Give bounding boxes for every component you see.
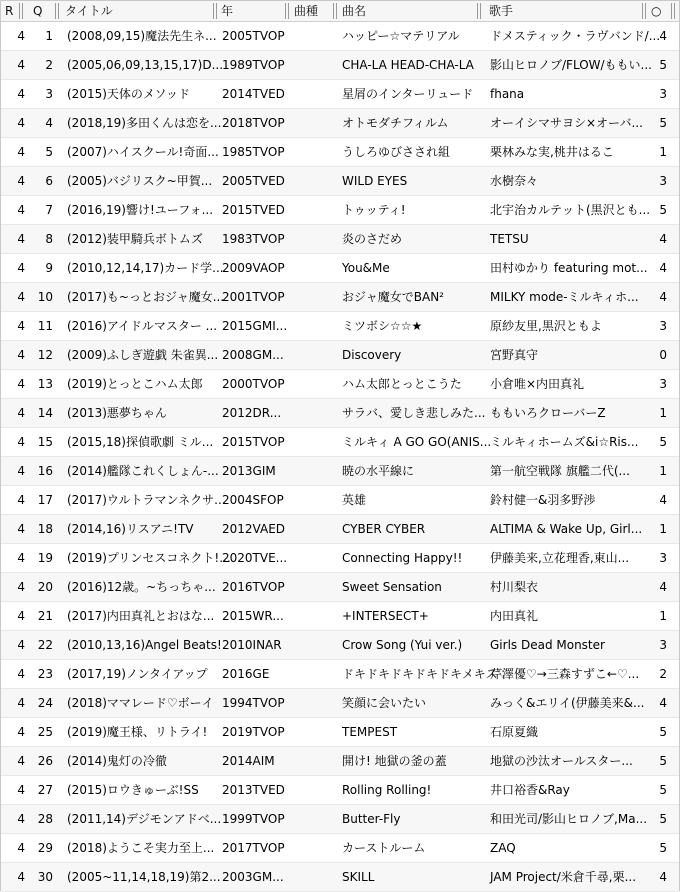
score-cell: 1 [659, 522, 667, 536]
rank-cell: 4 [17, 58, 25, 72]
song-name-cell: CYBER CYBER [342, 522, 426, 536]
score-cell: 5 [659, 435, 667, 449]
song-kind-cell [293, 457, 333, 485]
rank-cell: 4 [17, 406, 25, 420]
song-kind-cell [293, 544, 333, 572]
year-type-cell: 1999TVOP [222, 812, 285, 826]
song-name-cell: +INTERSECT+ [342, 609, 429, 623]
col-header-title[interactable]: タイトル [65, 4, 113, 18]
rank-cell: 4 [17, 783, 25, 797]
song-name-cell: ハッピー☆マテリアル [342, 29, 460, 43]
song-name-cell: Sweet Sensation [342, 580, 442, 594]
col-header-artist[interactable]: 歌手 [489, 4, 514, 18]
title-cell: (2017)内田真礼とおはな... [67, 609, 215, 623]
title-cell: (2005)バジリスク~甲賀... [67, 174, 213, 188]
number-cell: 29 [37, 841, 53, 855]
artist-cell: ドメスティック・ラヴバンド/... [490, 29, 661, 43]
year-type-cell: 1989TVOP [222, 58, 285, 72]
table-row[interactable] [1, 399, 679, 428]
col-header-kind[interactable]: 曲種 [294, 4, 319, 18]
artist-cell: ALTIMA & Wake Up, Girl... [490, 522, 643, 536]
song-name-cell: ミツボシ☆☆★ [342, 319, 423, 333]
table-header [1, 1, 679, 22]
column-resize-handle[interactable] [642, 3, 646, 19]
score-cell: 3 [659, 87, 667, 101]
table-row[interactable] [1, 747, 679, 776]
artist-cell: TETSU [490, 232, 529, 246]
song-name-cell: サラバ、愛しき悲しみた... [342, 406, 486, 420]
score-cell: 5 [659, 58, 667, 72]
score-cell: 4 [659, 261, 667, 275]
year-type-cell: 2004SFOP [222, 493, 284, 507]
artist-cell: 内田真礼 [490, 609, 539, 623]
table-row[interactable] [1, 109, 679, 138]
song-kind-cell [293, 51, 333, 79]
title-cell: (2016)アイドルマスター ... [67, 319, 218, 333]
artist-cell: 北宇治カルテット(黒沢とも... [490, 203, 651, 217]
rank-cell: 4 [17, 551, 25, 565]
table-row[interactable] [1, 486, 679, 515]
year-type-cell: 2012VAED [222, 522, 286, 536]
number-cell: 8 [45, 232, 53, 246]
table-row[interactable] [1, 196, 679, 225]
song-name-cell: 暁の水平線に [342, 464, 415, 478]
title-cell: (2015,18)探偵歌劇 ミル... [67, 435, 214, 449]
table-row[interactable] [1, 254, 679, 283]
number-cell: 21 [37, 609, 53, 623]
table-row[interactable] [1, 138, 679, 167]
song-kind-cell [293, 22, 333, 50]
artist-cell: 村川梨衣 [490, 580, 539, 594]
number-cell: 28 [37, 812, 53, 826]
score-cell: 5 [659, 783, 667, 797]
rank-cell: 4 [17, 493, 25, 507]
score-cell: 4 [659, 493, 667, 507]
year-type-cell: 2019TVOP [222, 725, 285, 739]
song-name-cell: Connecting Happy!! [342, 551, 463, 565]
song-name-cell: Rolling Rolling! [342, 783, 432, 797]
score-cell: 5 [659, 754, 667, 768]
song-kind-cell [293, 80, 333, 108]
title-cell: (2010,12,14,17)カード学... [67, 261, 224, 275]
score-cell: 3 [659, 174, 667, 188]
rank-cell: 4 [17, 145, 25, 159]
song-kind-cell [293, 834, 333, 862]
song-name-cell: おジャ魔女でBAN² [342, 290, 444, 304]
score-cell: 3 [659, 638, 667, 652]
year-type-cell: 1983TVOP [222, 232, 285, 246]
score-cell: 4 [659, 29, 667, 43]
table-row[interactable] [1, 573, 679, 602]
artist-cell: 栗林みな実,桃井はるこ [490, 145, 614, 159]
song-kind-cell [293, 225, 333, 253]
year-type-cell: 2016GE [222, 667, 270, 681]
title-cell: (2007)ハイスクール!奇面... [67, 145, 219, 159]
score-cell: 1 [659, 609, 667, 623]
score-cell: 0 [659, 348, 667, 362]
artist-cell: 田村ゆかり featuring mot... [490, 261, 648, 275]
rank-cell: 4 [17, 667, 25, 681]
year-type-cell: 2015GMI... [222, 319, 288, 333]
title-cell: (2017)ウルトラマンネクサ... [67, 493, 226, 507]
title-cell: (2014)鬼灯の冷徹 [67, 754, 167, 768]
year-type-cell: 2003GM... [222, 870, 284, 884]
year-type-cell: 2015TVED [222, 203, 285, 217]
rank-cell: 4 [17, 116, 25, 130]
rank-cell: 4 [17, 319, 25, 333]
artist-cell: みっく&エリイ(伊藤美来&... [490, 696, 645, 710]
rank-cell: 4 [17, 348, 25, 362]
song-name-cell: Butter-Fly [342, 812, 401, 826]
score-cell: 1 [659, 145, 667, 159]
table-row[interactable] [1, 167, 679, 196]
title-cell: (2019)プリンセスコネクト!... [67, 551, 231, 565]
col-header-r[interactable]: R [5, 4, 14, 18]
song-kind-cell [293, 863, 333, 891]
song-kind-cell [293, 109, 333, 137]
table-row[interactable] [1, 689, 679, 718]
column-resize-handle[interactable] [19, 3, 23, 19]
number-cell: 10 [37, 290, 53, 304]
table-row[interactable] [1, 863, 679, 892]
song-name-cell: WILD EYES [342, 174, 408, 188]
table-row[interactable] [1, 457, 679, 486]
rank-cell: 4 [17, 174, 25, 188]
song-name-cell: カーストルーム [342, 841, 426, 855]
number-cell: 19 [37, 551, 53, 565]
column-resize-handle[interactable] [671, 3, 675, 19]
title-cell: (2009)ふしぎ遊戯 朱雀異... [67, 348, 219, 362]
song-kind-cell [293, 428, 333, 456]
score-cell: 4 [659, 696, 667, 710]
title-cell: (2015)ロウきゅーぶ!SS [67, 783, 199, 797]
song-name-cell: You&Me [342, 261, 390, 275]
col-header-year[interactable]: 年 [221, 4, 234, 18]
score-cell: 3 [659, 377, 667, 391]
rank-cell: 4 [17, 203, 25, 217]
score-cell: 5 [659, 725, 667, 739]
song-name-cell: ドキドキドキドキドキメキス♡ [342, 667, 509, 681]
artist-cell: 鈴村健一&羽多野渉 [490, 493, 596, 507]
table-row[interactable] [1, 805, 679, 834]
song-name-cell: オトモダチフィルム [342, 116, 449, 130]
number-cell: 25 [37, 725, 53, 739]
number-cell: 18 [37, 522, 53, 536]
song-name-cell: 英雄 [342, 493, 367, 507]
rank-cell: 4 [17, 638, 25, 652]
song-kind-cell [293, 254, 333, 282]
title-cell: (2017,19)ノンタイアップ [67, 667, 208, 681]
table-row[interactable] [1, 631, 679, 660]
song-kind-cell [293, 515, 333, 543]
song-name-cell: トゥッティ! [342, 203, 406, 217]
rank-cell: 4 [17, 29, 25, 43]
title-cell: (2005,06,09,13,15,17)D... [67, 58, 224, 72]
rank-cell: 4 [17, 435, 25, 449]
year-type-cell: 2013GIM [222, 464, 276, 478]
song-name-cell: 開け! 地獄の釜の蓋 [342, 754, 447, 768]
col-header-q[interactable]: Q [33, 4, 43, 18]
song-name-cell: Discovery [342, 348, 402, 362]
song-kind-cell [293, 167, 333, 195]
score-cell: 5 [659, 116, 667, 130]
rank-cell: 4 [17, 870, 25, 884]
rank-cell: 4 [17, 812, 25, 826]
table-row[interactable] [1, 225, 679, 254]
song-kind-cell [293, 602, 333, 630]
number-cell: 22 [37, 638, 53, 652]
number-cell: 26 [37, 754, 53, 768]
rank-cell: 4 [17, 696, 25, 710]
title-cell: (2019)とっとこハム太郎 [67, 377, 203, 391]
number-cell: 27 [37, 783, 53, 797]
title-cell: (2012)装甲騎兵ボトムズ [67, 232, 203, 246]
artist-cell: 宮野真守 [490, 348, 539, 362]
artist-cell: 小倉唯×内田真礼 [490, 377, 585, 391]
col-header-song[interactable]: 曲名 [342, 4, 367, 18]
song-kind-cell [293, 341, 333, 369]
number-cell: 17 [37, 493, 53, 507]
title-cell: (2014,16)リスアニ!TV [67, 522, 194, 536]
song-kind-cell [293, 631, 333, 659]
rank-cell: 4 [17, 290, 25, 304]
rank-cell: 4 [17, 232, 25, 246]
number-cell: 13 [37, 377, 53, 391]
rank-cell: 4 [17, 841, 25, 855]
artist-cell: オーイシマサヨシ×オーバ... [490, 116, 643, 130]
number-cell: 4 [45, 116, 53, 130]
song-name-cell: ミルキィ A GO GO(ANIS... [342, 435, 492, 449]
rank-cell: 4 [17, 522, 25, 536]
number-cell: 9 [45, 261, 53, 275]
table-row[interactable] [1, 718, 679, 747]
score-cell: 4 [659, 870, 667, 884]
year-type-cell: 2018TVOP [222, 116, 285, 130]
title-cell: (2005~11,14,18,19)第2... [67, 870, 221, 884]
year-type-cell: 2001TVOP [222, 290, 285, 304]
title-cell: (2010,13,16)Angel Beats! [67, 638, 222, 652]
title-cell: (2016,19)響け!ユーフォ... [67, 203, 214, 217]
title-cell: (2018,19)多田くんは恋を... [67, 116, 222, 130]
year-type-cell: 2008GM... [222, 348, 284, 362]
song-kind-cell [293, 196, 333, 224]
year-type-cell: 2014TVED [222, 87, 285, 101]
table-body [1, 22, 679, 892]
title-cell: (2019)魔王様、リトライ! [67, 725, 208, 739]
song-kind-cell [293, 138, 333, 166]
score-cell: 3 [659, 319, 667, 333]
number-cell: 3 [45, 87, 53, 101]
year-type-cell: 2016TVOP [222, 580, 285, 594]
score-cell: 5 [659, 812, 667, 826]
year-type-cell: 2009VAOP [222, 261, 285, 275]
number-cell: 23 [37, 667, 53, 681]
score-cell: 5 [659, 841, 667, 855]
score-cell: 4 [659, 580, 667, 594]
year-type-cell: 2014AIM [222, 754, 275, 768]
year-type-cell: 2020TVE... [222, 551, 288, 565]
song-name-cell: うしろゆびさされ組 [342, 145, 451, 159]
artist-cell: 伊藤美来,立花理香,東山... [490, 551, 630, 565]
number-cell: 14 [37, 406, 53, 420]
rank-cell: 4 [17, 580, 25, 594]
score-cell: 1 [659, 464, 667, 478]
score-cell: 2 [659, 667, 667, 681]
table-row[interactable] [1, 22, 679, 51]
title-cell: (2016)12歳。~ちっちゃ... [67, 580, 216, 594]
song-name-cell: ハム太郎とっとこうた [342, 377, 462, 391]
number-cell: 6 [45, 174, 53, 188]
score-cell: 1 [659, 406, 667, 420]
artist-cell: ももいろクローバーZ [490, 406, 606, 420]
score-cell: 4 [659, 290, 667, 304]
artist-cell: 芹澤優♡→三森すずこ←♡... [490, 667, 640, 681]
artist-cell: 和田光司/影山ヒロノブ,Ma... [490, 812, 648, 826]
artist-cell: ミルキィホームズ&i☆Ris... [490, 435, 639, 449]
column-resize-handle[interactable] [477, 3, 481, 19]
table-row[interactable] [1, 370, 679, 399]
number-cell: 15 [37, 435, 53, 449]
artist-cell: 影山ヒロノブ/FLOW/ももい... [490, 58, 653, 72]
table-row[interactable] [1, 51, 679, 80]
table-row[interactable] [1, 428, 679, 457]
table-row[interactable] [1, 776, 679, 805]
song-kind-cell [293, 283, 333, 311]
year-type-cell: 2015WR... [222, 609, 284, 623]
artist-cell: 水樹奈々 [490, 174, 539, 188]
title-cell: (2011,14)デジモンアドベ... [67, 812, 222, 826]
number-cell: 1 [45, 29, 53, 43]
artist-cell: 石原夏織 [490, 725, 539, 739]
year-type-cell: 1994TVOP [222, 696, 285, 710]
artist-cell: 原紗友里,黒沢ともよ [490, 319, 602, 333]
table-row[interactable] [1, 515, 679, 544]
score-cell: 5 [659, 203, 667, 217]
title-cell: (2018)ママレード♡ボーイ [67, 696, 214, 710]
rank-cell: 4 [17, 464, 25, 478]
table-row[interactable] [1, 341, 679, 370]
artist-cell: MILKY mode-ミルキィホ... [490, 290, 639, 304]
title-cell: (2008,09,15)魔法先生ネ... [67, 29, 217, 43]
col-header-score[interactable]: ○ [651, 4, 662, 18]
title-cell: (2014)艦隊これくしょん-... [67, 464, 219, 478]
rank-cell: 4 [17, 725, 25, 739]
number-cell: 11 [37, 319, 53, 333]
song-name-cell: 笑顔に会いたい [342, 696, 427, 710]
rank-cell: 4 [17, 754, 25, 768]
column-resize-handle[interactable] [55, 3, 59, 19]
table-row[interactable] [1, 283, 679, 312]
year-type-cell: 2013TVED [222, 783, 285, 797]
song-kind-cell [293, 486, 333, 514]
artist-cell: JAM Project/米倉千尋,栗... [490, 870, 637, 884]
song-kind-cell [293, 399, 333, 427]
number-cell: 2 [45, 58, 53, 72]
table-row[interactable] [1, 660, 679, 689]
song-kind-cell [293, 718, 333, 746]
column-resize-handle[interactable] [285, 3, 289, 19]
title-cell: (2017)も~っとおジャ魔女... [67, 290, 225, 304]
artist-cell: ZAQ [490, 841, 516, 855]
year-type-cell: 1985TVOP [222, 145, 285, 159]
artist-cell: 井口裕香&Ray [490, 783, 570, 797]
artist-cell: 第一航空戦隊 旗艦二代(... [490, 464, 630, 478]
song-name-cell: 炎のさだめ [342, 232, 403, 246]
song-kind-cell [293, 689, 333, 717]
artist-cell: Girls Dead Monster [490, 638, 605, 652]
score-cell: 4 [659, 232, 667, 246]
number-cell: 12 [37, 348, 53, 362]
song-name-cell: SKILL [342, 870, 375, 884]
score-cell: 3 [659, 551, 667, 565]
year-type-cell: 2005TVOP [222, 29, 285, 43]
rank-cell: 4 [17, 87, 25, 101]
title-cell: (2018)ようこそ実力至上... [67, 841, 215, 855]
song-kind-cell [293, 660, 333, 688]
song-kind-cell [293, 776, 333, 804]
song-name-cell: 星屑のインターリュード [342, 87, 474, 101]
table-row[interactable] [1, 80, 679, 109]
column-resize-handle[interactable] [333, 3, 337, 19]
song-kind-cell [293, 312, 333, 340]
song-name-cell: TEMPEST [342, 725, 398, 739]
table-row[interactable] [1, 544, 679, 573]
rank-cell: 4 [17, 377, 25, 391]
number-cell: 5 [45, 145, 53, 159]
song-kind-cell [293, 747, 333, 775]
number-cell: 16 [37, 464, 53, 478]
artist-cell: 地獄の沙汰オールスター... [490, 754, 633, 768]
song-kind-cell [293, 805, 333, 833]
rank-cell: 4 [17, 261, 25, 275]
year-type-cell: 2000TVOP [222, 377, 285, 391]
table-row[interactable] [1, 312, 679, 341]
table-row[interactable] [1, 602, 679, 631]
title-cell: (2015)天体のメソッド [67, 87, 190, 101]
song-kind-cell [293, 573, 333, 601]
number-cell: 24 [37, 696, 53, 710]
year-type-cell: 2015TVOP [222, 435, 285, 449]
number-cell: 7 [45, 203, 53, 217]
year-type-cell: 2017TVOP [222, 841, 285, 855]
song-name-cell: Crow Song (Yui ver.) [342, 638, 463, 652]
song-kind-cell [293, 370, 333, 398]
year-type-cell: 2005TVED [222, 174, 285, 188]
year-type-cell: 2012DR... [222, 406, 282, 420]
title-cell: (2013)悪夢ちゃん [67, 406, 167, 420]
artist-cell: fhana [490, 87, 525, 101]
number-cell: 30 [37, 870, 53, 884]
number-cell: 20 [37, 580, 53, 594]
table-row[interactable] [1, 834, 679, 863]
rank-cell: 4 [17, 609, 25, 623]
song-name-cell: CHA-LA HEAD-CHA-LA [342, 58, 474, 72]
year-type-cell: 2010INAR [222, 638, 282, 652]
